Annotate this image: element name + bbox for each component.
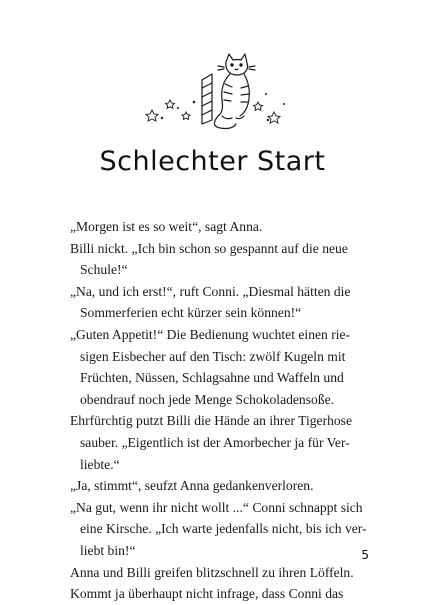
text-line: sigen Eisbecher auf den Tisch: zwölf Kugeln mit: [80, 348, 346, 364]
text-line: „Morgen ist es so weit“, sagt Anna.: [70, 219, 263, 234]
page-number: 5: [361, 548, 369, 562]
text-line: Ehrfürchtig putzt Billi die Hände an ihrer Tigerhose: [70, 413, 353, 429]
text-line: Sommerferien echt kürzer sein können!“: [80, 305, 302, 321]
text-line: Anna und Billi greifen blitzschnell zu ihren Löffeln.: [70, 564, 354, 580]
text-line: liebt bin!“: [80, 542, 136, 558]
text-line: „Guten Appetit!“ Die Bedienung wuchtet einen rie-: [70, 326, 351, 342]
text-line: liebte.“: [80, 456, 120, 472]
text-line: „Ja, stimmt“, seufzt Anna gedankenverloren.: [70, 478, 314, 494]
text-line: sauber. „Eigentlich ist der Amorbecher ja für Ver-: [80, 434, 350, 450]
cat-on-striped-post-icon: [140, 50, 290, 132]
text-line: Billi nickt. „Ich bin schon so gespannt auf die neue: [70, 240, 348, 256]
text-line: „Na gut, wenn ihr nicht wollt ...“ Conni schnappt sich: [70, 499, 363, 515]
text-line: Kommt ja überhaupt nicht infrage, dass Conni das: [70, 586, 344, 602]
chapter-body-text: [70, 216, 390, 605]
text-line: Früchten, Nüssen, Schlagsahne und Waffeln und: [80, 370, 344, 386]
chapter-title: Schlechter Start: [99, 146, 326, 177]
text-line: Schule!“: [80, 262, 128, 278]
text-line: eine Kirsche. „Ich warte jedenfalls nicht, bis ich ver-: [80, 521, 367, 537]
text-line: „Na, und ich erst!“, ruft Conni. „Diesmal hätten die: [70, 283, 351, 299]
text-line: obendrauf noch jede Menge Schokoladensoße.: [80, 391, 335, 407]
